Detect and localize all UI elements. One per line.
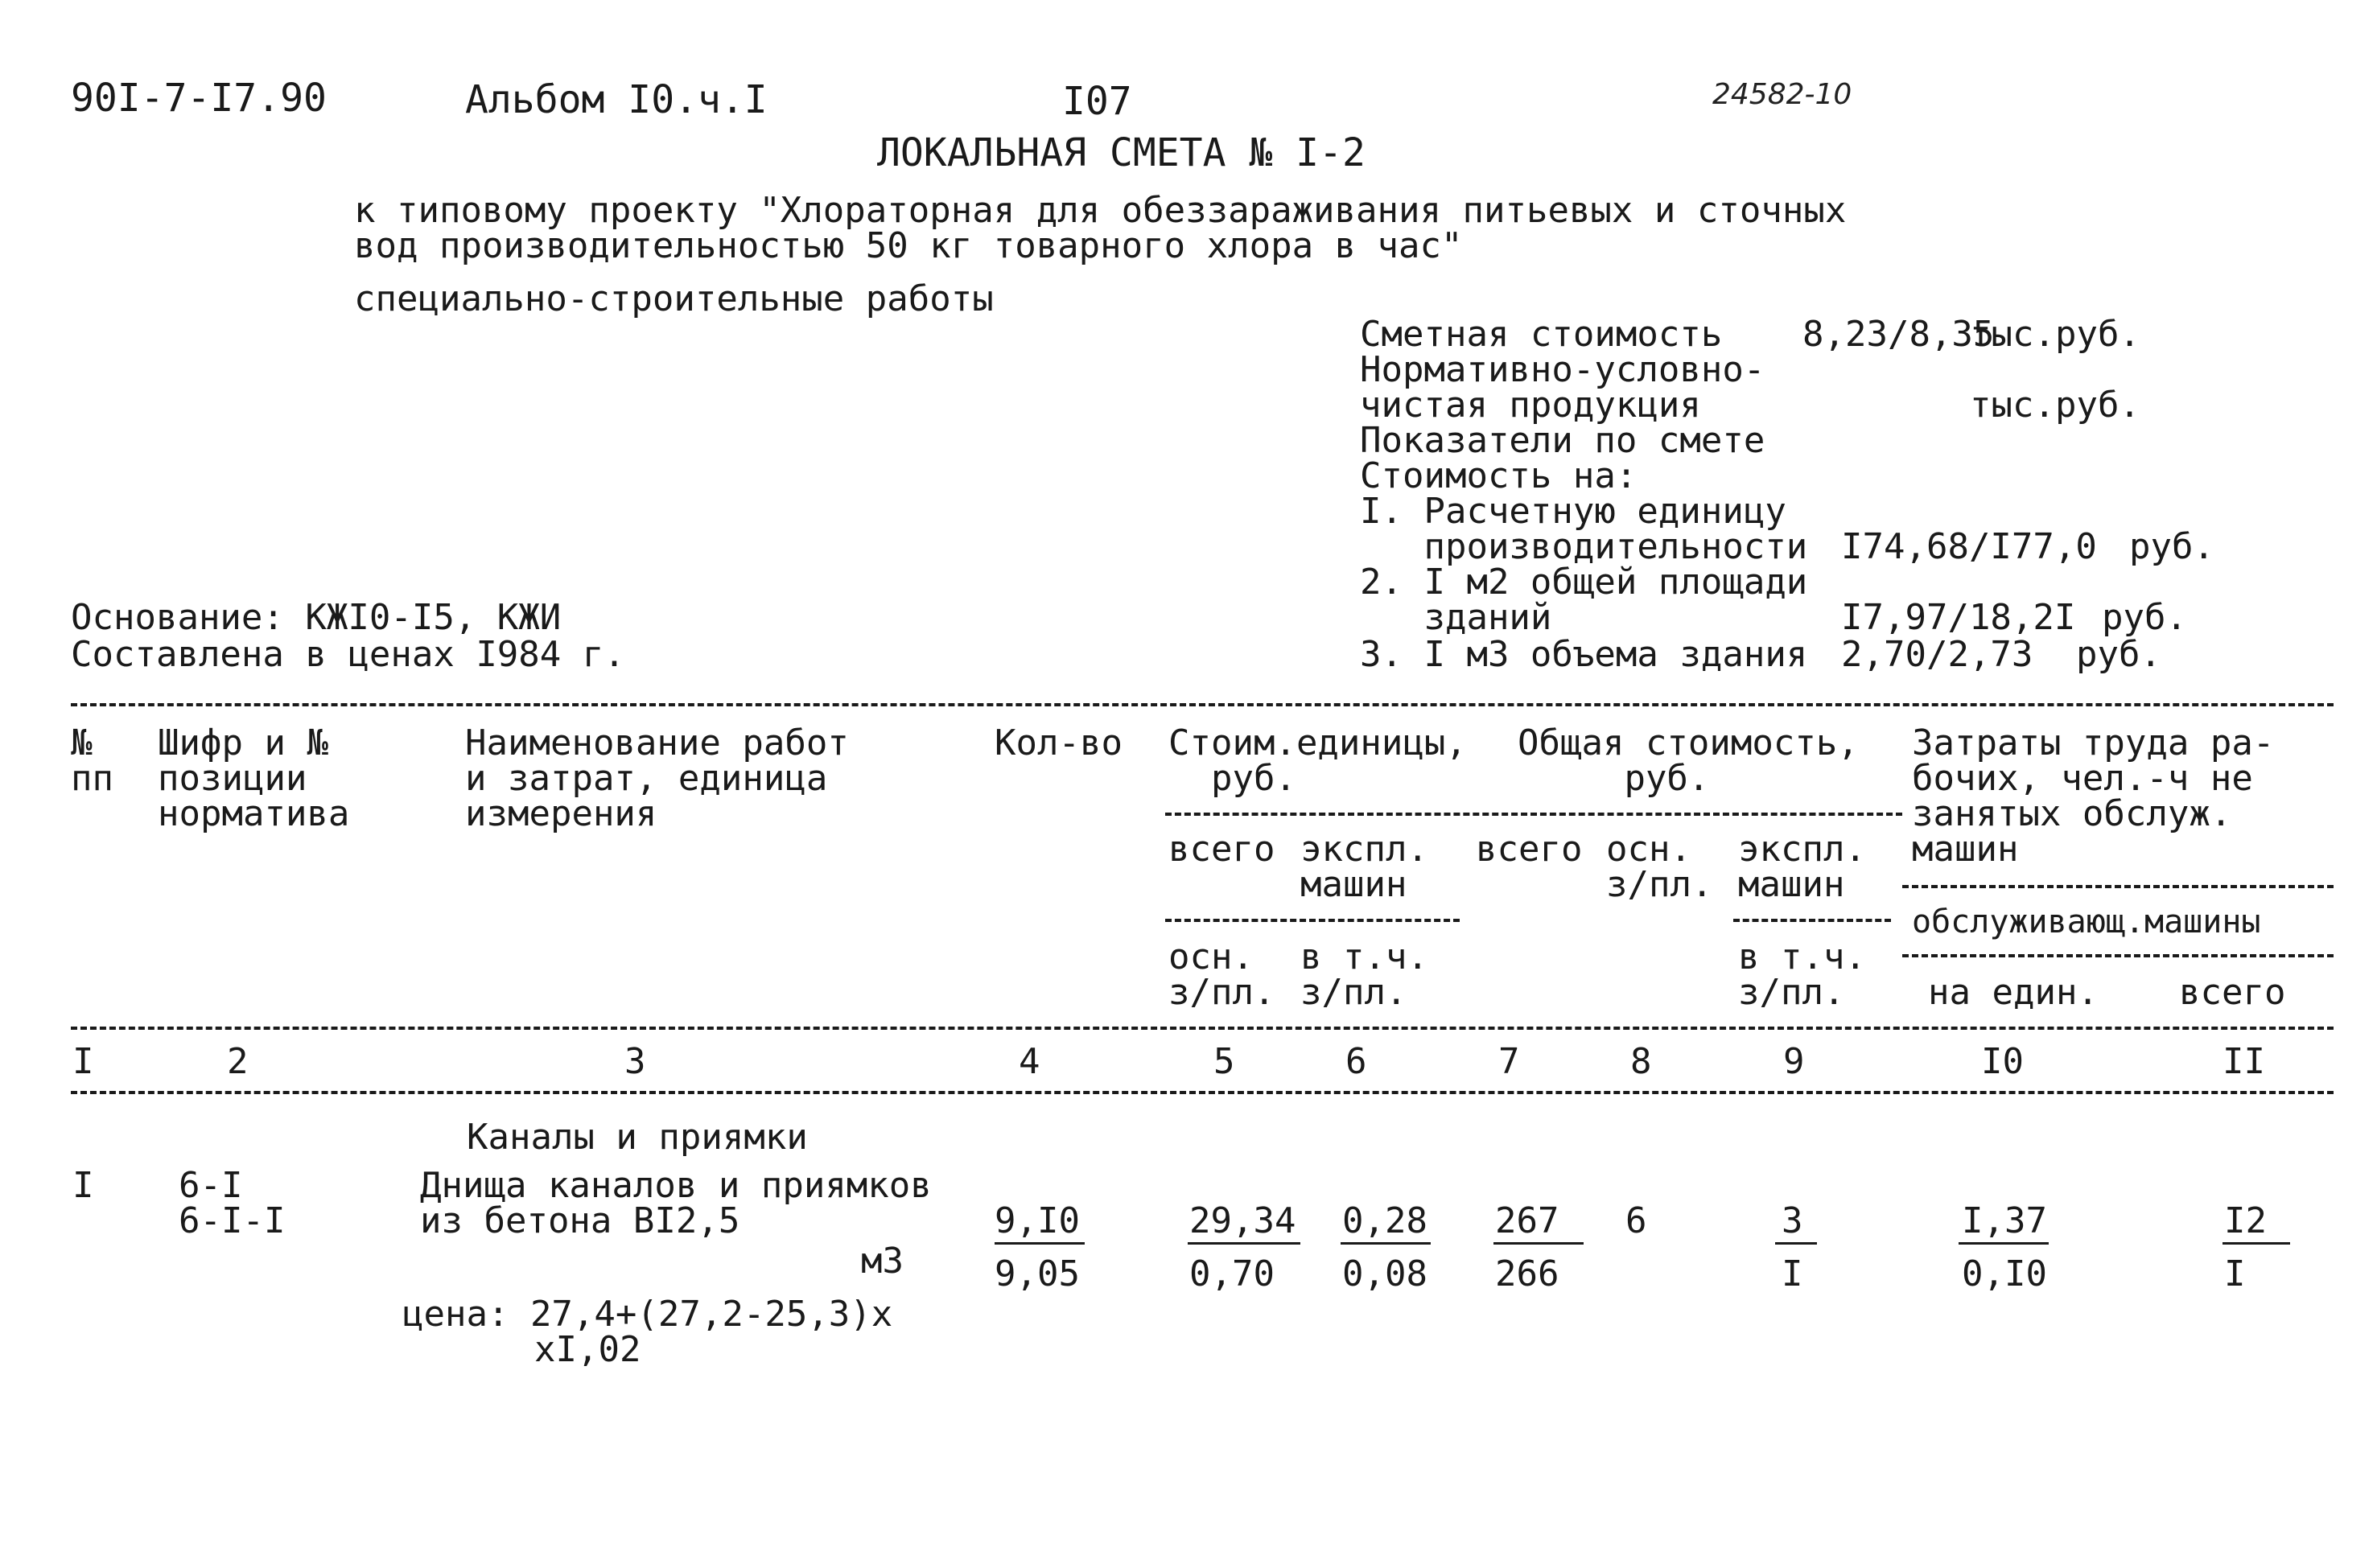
summary-estimated-cost-label: Сметная стоимость	[1360, 314, 1723, 355]
row-unit-cost-machines-bottom: 0,08	[1342, 1253, 1427, 1294]
header-total-cost: Общая стоимость, руб.	[1518, 722, 1859, 799]
header-labor: Затраты труда ра- бочих, чел.-ч не занятых обслуж. машин	[1912, 722, 2275, 870]
row-unit: м3	[861, 1241, 904, 1282]
row-total-cost-all-top: 267	[1495, 1200, 1559, 1241]
row-unit-cost-all-underline	[1188, 1242, 1300, 1245]
row-total-cost-machines-top: 3	[1782, 1200, 1803, 1241]
row-total-cost-machines-underline	[1775, 1242, 1817, 1245]
basis-line: Основание: КЖI0-I5, КЖИ	[71, 597, 562, 638]
document-code: 90I-7-I7.90	[71, 76, 327, 121]
summary-item-1-unit: руб.	[2129, 526, 2214, 567]
row-quantity-top: 9,I0	[995, 1200, 1080, 1241]
row-unit-cost-machines-underline	[1341, 1242, 1431, 1245]
header-unit-cost-incl-wages: в т.ч. з/пл.	[1300, 936, 1428, 1013]
header-total-cost-machines: экспл. машин	[1738, 829, 1866, 905]
header-col-number: № пп	[71, 722, 113, 799]
row-price-formula-1: цена: 27,4+(27,2-25,3)x	[402, 1294, 893, 1335]
row-price-formula-2: xI,02	[534, 1329, 641, 1370]
column-number-11: II	[2223, 1041, 2265, 1082]
header-labor-per-unit: на един.	[1928, 972, 2099, 1013]
row-labor-total-underline	[2223, 1242, 2290, 1245]
document-title: ЛОКАЛЬНАЯ СМЕТА № I-2	[877, 130, 1366, 175]
column-number-5: 5	[1213, 1041, 1235, 1082]
summary-item-3: 3. I м3 объема здания	[1360, 634, 1808, 675]
summary-net-product-label: чистая продукция	[1360, 385, 1701, 426]
row-total-cost-all-underline	[1493, 1242, 1584, 1245]
row-number: I	[72, 1165, 94, 1206]
row-quantity-underline	[995, 1242, 1085, 1245]
row-name-2: из бетона BI2,5	[420, 1200, 740, 1241]
subtitle-line-2: вод производительностью 50 кг товарного хлора в час"	[354, 225, 1463, 266]
row-code-1: 6-I	[179, 1165, 243, 1206]
header-col-name: Наименование работ и затрат, единица измерения	[465, 722, 849, 834]
summary-item-2a: 2. I м2 общей площади	[1360, 562, 1808, 603]
column-number-8: 8	[1630, 1041, 1652, 1082]
summary-item-3-value: 2,70/2,73	[1841, 634, 2033, 675]
row-total-cost-all-bottom: 266	[1495, 1253, 1559, 1294]
row-labor-per-unit-top: I,37	[1962, 1200, 2047, 1241]
column-number-10: I0	[1981, 1041, 2024, 1082]
row-labor-total-bottom: I	[2224, 1253, 2246, 1294]
row-labor-total-top: I2	[2224, 1200, 2267, 1241]
header-bottom-rule	[71, 1027, 2334, 1030]
row-code-2: 6-I-I	[179, 1200, 286, 1241]
row-unit-cost-machines-top: 0,28	[1342, 1200, 1427, 1241]
header-unit-cost-machines: экспл. машин	[1300, 829, 1428, 905]
header-total-cost-wages: осн. з/пл.	[1606, 829, 1713, 905]
row-unit-cost-all-top: 29,34	[1189, 1200, 1296, 1241]
header-col-code: Шифр и № позиции норматива	[158, 722, 350, 834]
header-unit-cost-all: всего	[1168, 829, 1275, 870]
summary-item-1b: производительности	[1360, 526, 1808, 567]
summary-estimated-cost-value: 8,23/8,35	[1802, 314, 1995, 355]
summary-item-1a: I. Расчетную единицу	[1360, 491, 1786, 532]
summary-item-3-unit: руб.	[2076, 634, 2161, 675]
column-number-7: 7	[1498, 1041, 1520, 1082]
column-number-2: 2	[227, 1041, 249, 1082]
header-total-cost-all: всего	[1476, 829, 1583, 870]
row-total-cost-machines-bottom: I	[1782, 1253, 1803, 1294]
summary-cost-for: Стоимость на:	[1360, 455, 1638, 496]
row-name-1: Днища каналов и приямков	[420, 1165, 932, 1206]
header-rule-costs	[1165, 813, 1902, 816]
row-unit-cost-all-bottom: 0,70	[1189, 1253, 1275, 1294]
header-rule-labor	[1902, 885, 2334, 888]
row-quantity-bottom: 9,05	[995, 1253, 1080, 1294]
column-number-9: 9	[1783, 1041, 1805, 1082]
row-total-cost-wages: 6	[1625, 1200, 1647, 1241]
stamp-number: 24582-10	[1712, 78, 1852, 111]
page-number: I07	[1062, 79, 1132, 124]
section-title: Каналы и приямки	[467, 1117, 808, 1158]
row-labor-per-unit-underline	[1959, 1242, 2049, 1245]
work-type: специально-строительные работы	[354, 278, 994, 319]
header-rule-labor-sub	[1902, 954, 2334, 957]
summary-indicators: Показатели по смете	[1360, 420, 1765, 461]
table-top-rule	[71, 703, 2334, 706]
summary-net-product-unit: тыс.руб.	[1970, 385, 2140, 426]
header-rule-machines	[1733, 919, 1891, 922]
header-col-quantity: Кол-во	[995, 722, 1123, 763]
summary-item-1-value: I74,68/I77,0	[1841, 526, 2097, 567]
column-number-3: 3	[624, 1041, 646, 1082]
column-numbers-rule	[71, 1091, 2334, 1094]
summary-line-normative: Нормативно-условно-	[1360, 349, 1765, 390]
prices-line: Составлена в ценах I984 г.	[71, 634, 625, 675]
column-number-6: 6	[1345, 1041, 1367, 1082]
column-number-4: 4	[1019, 1041, 1040, 1082]
row-labor-per-unit-bottom: 0,I0	[1962, 1253, 2047, 1294]
summary-item-2b: зданий	[1360, 597, 1552, 638]
header-rule-unit-cost	[1165, 919, 1460, 922]
summary-item-2-unit: руб.	[2102, 597, 2187, 638]
album-label: Альбом I0.ч.I	[465, 77, 768, 122]
subtitle-line-1: к типовому проекту "Хлораторная для обеззараживания питьевых и сточных	[354, 190, 1847, 231]
summary-item-2-value: I7,97/18,2I	[1841, 597, 2076, 638]
header-unit-cost-wages: осн. з/пл.	[1168, 936, 1275, 1013]
column-number-1: I	[72, 1041, 94, 1082]
summary-estimated-cost-unit: тыс.руб.	[1970, 314, 2140, 355]
header-labor-total: всего	[2179, 972, 2286, 1013]
header-labor-service: обслуживающ.машины	[1912, 903, 2261, 940]
header-total-cost-incl-wages: в т.ч. з/пл.	[1738, 936, 1866, 1013]
header-unit-cost: Стоим.единицы, руб.	[1168, 722, 1467, 799]
